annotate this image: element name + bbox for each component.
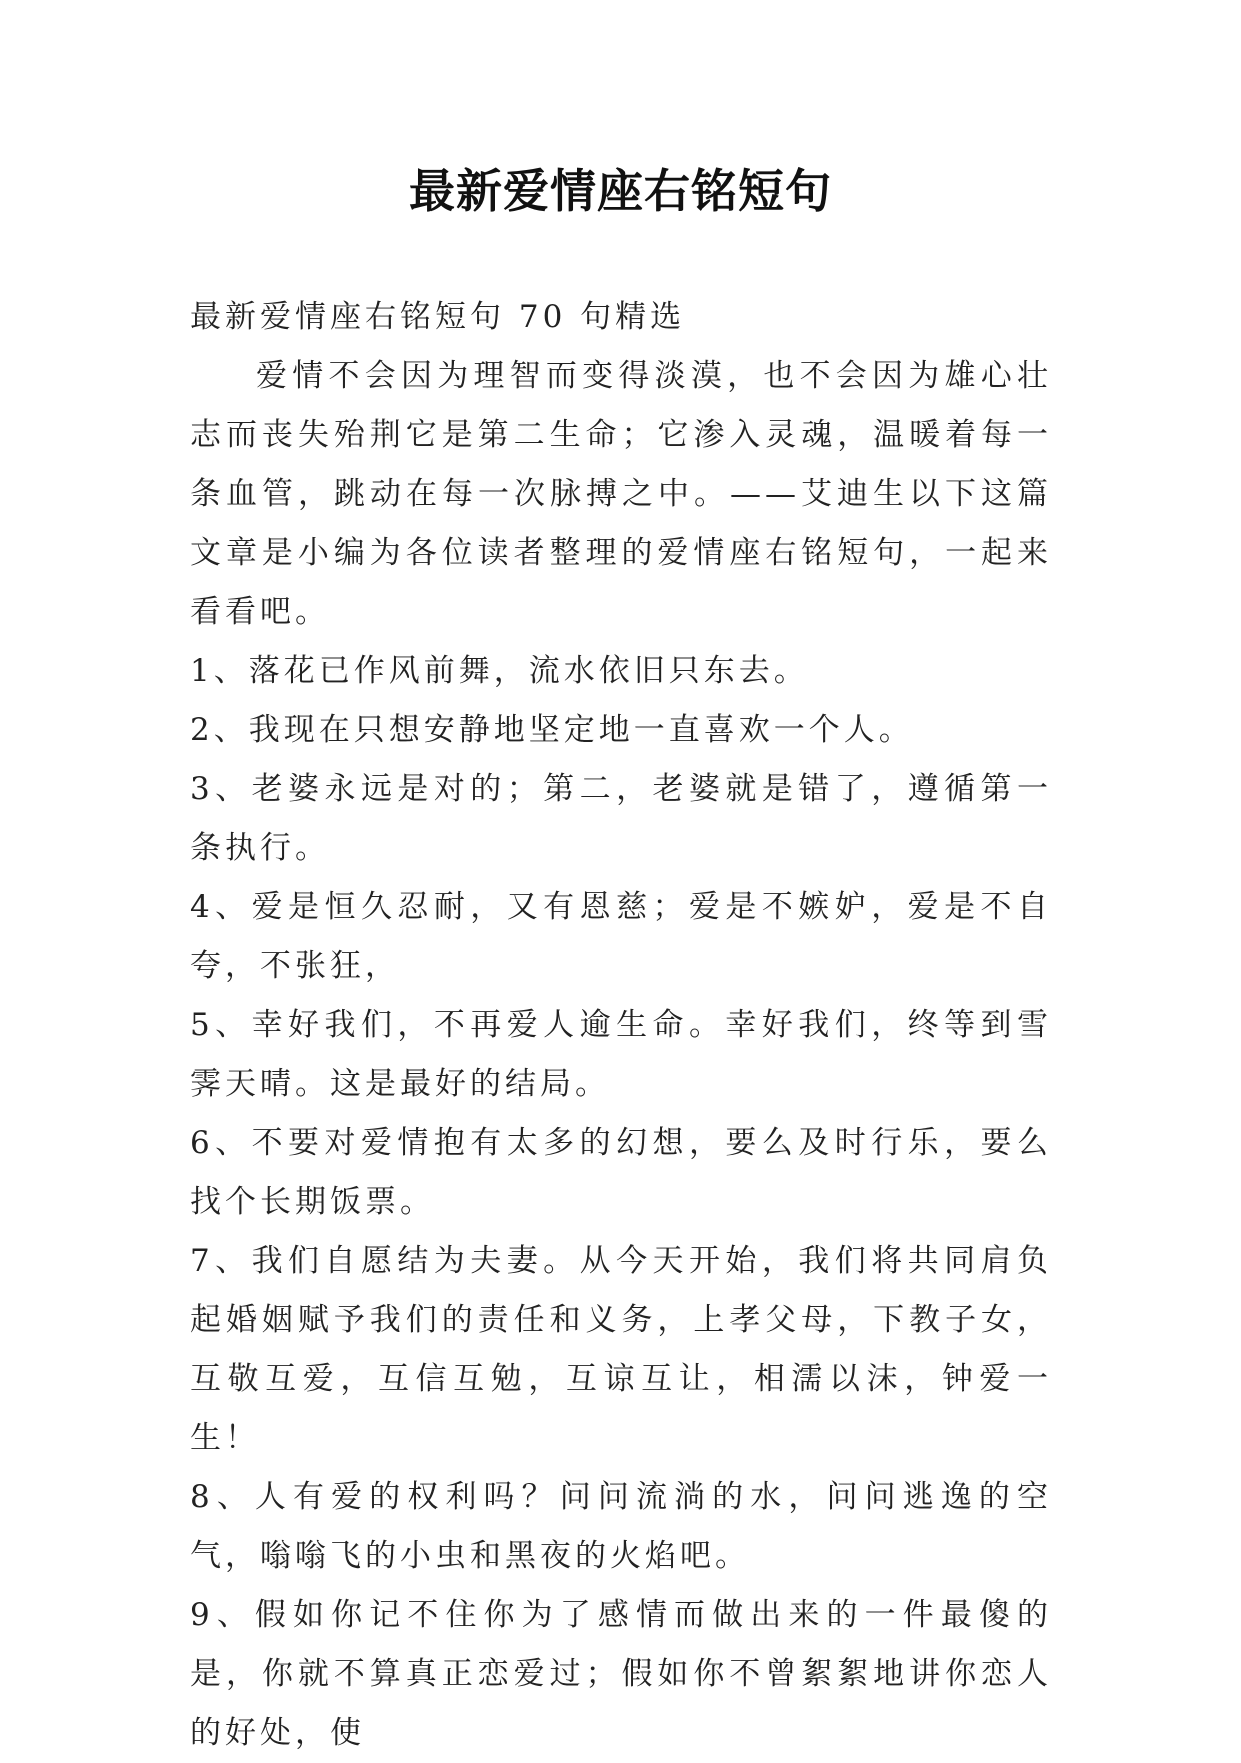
list-item: 6、不要对爱情抱有太多的幻想，要么及时行乐，要么找个长期饭票。 — [190, 1125, 1052, 1220]
list-item: 1、落花已作风前舞，流水依旧只东去。 — [190, 653, 809, 689]
list-item: 7、我们自愿结为夫妻。从今天开始，我们将共同肩负起婚姻赋予我们的责任和义务，上孝父母，下教子女，互敬互爱，互信互勉，互谅互让，相濡以沫，钟爱一生！ — [190, 1243, 1052, 1456]
list-item: 4、爱是恒久忍耐，又有恩慈；爱是不嫉妒，爱是不自夸，不张狂， — [190, 889, 1052, 984]
list-item: 5、幸好我们，不再爱人逾生命。幸好我们，终等到雪霁天晴。这是最好的结局。 — [190, 1007, 1052, 1102]
document-title: 最新爱情座右铭短句 — [409, 164, 832, 218]
list-item: 9、假如你记不住你为了感情而做出来的一件最傻的是，你就不算真正恋爱过；假如你不曾絮絮地讲你恋人的好处，使 — [190, 1597, 1052, 1751]
list-item: 3、老婆永远是对的；第二，老婆就是错了，遵循第一条执行。 — [190, 771, 1052, 866]
intro-paragraph: 爱情不会因为理智而变得淡漠，也不会因为雄心壮志而丧失殆荆它是第二生命；它渗入灵魂，温暖着每一条血管，跳动在每一次脉搏之中。——艾迪生以下这篇文章是小编为各位读者整理的爱情座右铭短句，一起来看看吧。 — [190, 358, 1052, 630]
list-item: 8、人有爱的权利吗？问问流淌的水，问问逃逸的空气，嗡嗡飞的小虫和黑夜的火焰吧。 — [190, 1479, 1052, 1574]
list-item: 2、我现在只想安静地坚定地一直喜欢一个人。 — [190, 712, 914, 748]
document-subtitle: 最新爱情座右铭短句 70 句精选 — [190, 299, 686, 335]
document-body — [190, 288, 1052, 1763]
